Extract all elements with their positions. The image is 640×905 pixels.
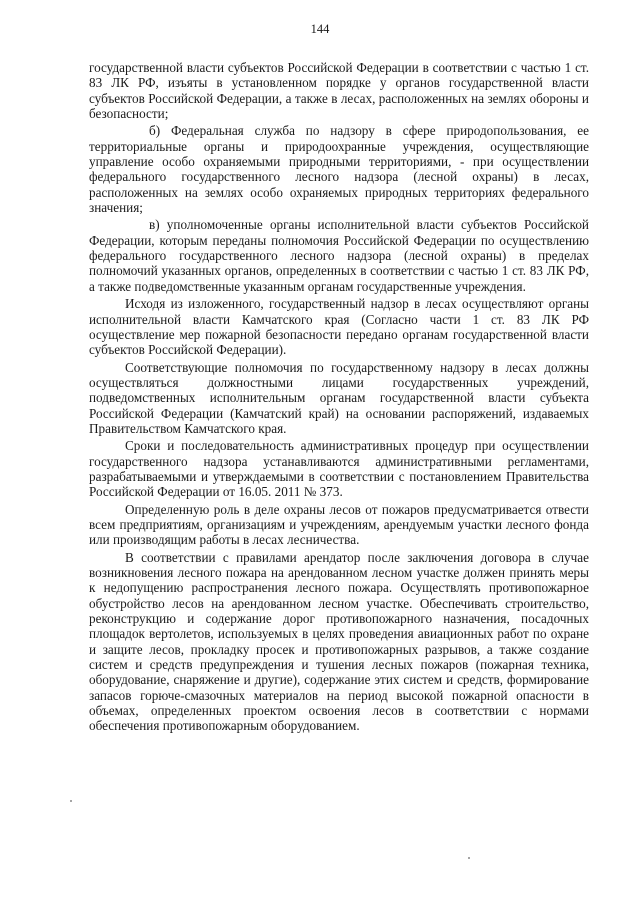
page-number: 144 [310,22,330,36]
paragraph-conclusion: Исходя из изложенного, государственный надзор в лесах осуществляют органы исполнительной власти Камчатского края (Согласно части 1 ст. 83 ЛК РФ осуществление мер пожарной безопасности передано органам государственной власти субъектов Российской Федерации). [89,296,589,358]
paragraph-continuation: государственной власти субъектов Российской Федерации в соответствии с частью 1 ст. 83 ЛК РФ, изъяты в установленном порядке у органов государственной власти субъектов Российской Федерации, а также в лесах, расположенных на землях обороны и безопасности; [89,60,589,122]
scan-speck [70,800,72,802]
paragraph-role: Определенную роль в деле охраны лесов от пожаров предусматривается отвести всем предприятиям, организациям и учреждениям, арендуемым участки лесного фонда или производящим работы в лесах лесничества. [89,501,589,548]
paragraph-item-b: б) Федеральная служба по надзору в сфере природопользования, ее территориальные органы и природоохранные учреждения, осуществляющие управление особо охраняемыми природными территориями, - при осуществлении федерального государственного лесного надзора (лесной охраны) в лесах, расположенных на землях особо охраняемых природных территориях федерального значения; [89,123,589,216]
paragraph-item-v: в) уполномоченные органы исполнительной власти субъектов Российской Федерации, которым переданы полномочия Российской Федерации по осуществлению федерального государственного лесного надзора (лесной охраны) в пределах полномочий указанных органов, определенных в соответствии с частью 1 ст. 83 ЛК РФ, а также подведомственные указанным органам государственные учреждения. [89,217,589,294]
document-body [89,60,589,736]
paragraph-tenant-duties: В соответствии с правилами арендатор после заключения договора в случае возникновения лесного пожара на арендованном лесном участке должен принять меры к недопущению распространения лесного пожара. Осуществлять противопожарное обустройство лесов на арендованном лесном участке. Обеспечивать строительство, реконструкцию и содержание дорог противопожарного назначения, посадочных площадок вертолетов, используемых в целях проведения авиационных работ по охране и защите лесов, прокладку просек и противопожарных разрывов, а также создание систем и средств предупреждения и тушения лесных пожаров (пожарная техника, оборудование, снаряжение и другие), содержание этих систем и средств, формирование запасов горюче-смазочных материалов на период высокой пожарной опасности в объемах, определенных проектом освоения лесов в соответствии с нормами обеспечения противопожарным оборудованием. [89,549,589,734]
paragraph-powers: Соответствующие полномочия по государственному надзору в лесах должны осуществляться должностными лицами государственных учреждений, подведомственных исполнительным органам государственной власти субъекта Российской Федерации (Камчатский край) на основании распоряжений, издаваемых Правительством Камчатского края. [89,359,589,436]
scan-speck [468,857,470,859]
paragraph-deadlines: Сроки и последовательность административных процедур при осуществлении государственного надзора устанавливаются административными регламентами, разрабатываемыми и утверждаемыми в соответствии с постановлением Правительства Российской Федерации от 16.05. 2011 № 373. [89,438,589,500]
